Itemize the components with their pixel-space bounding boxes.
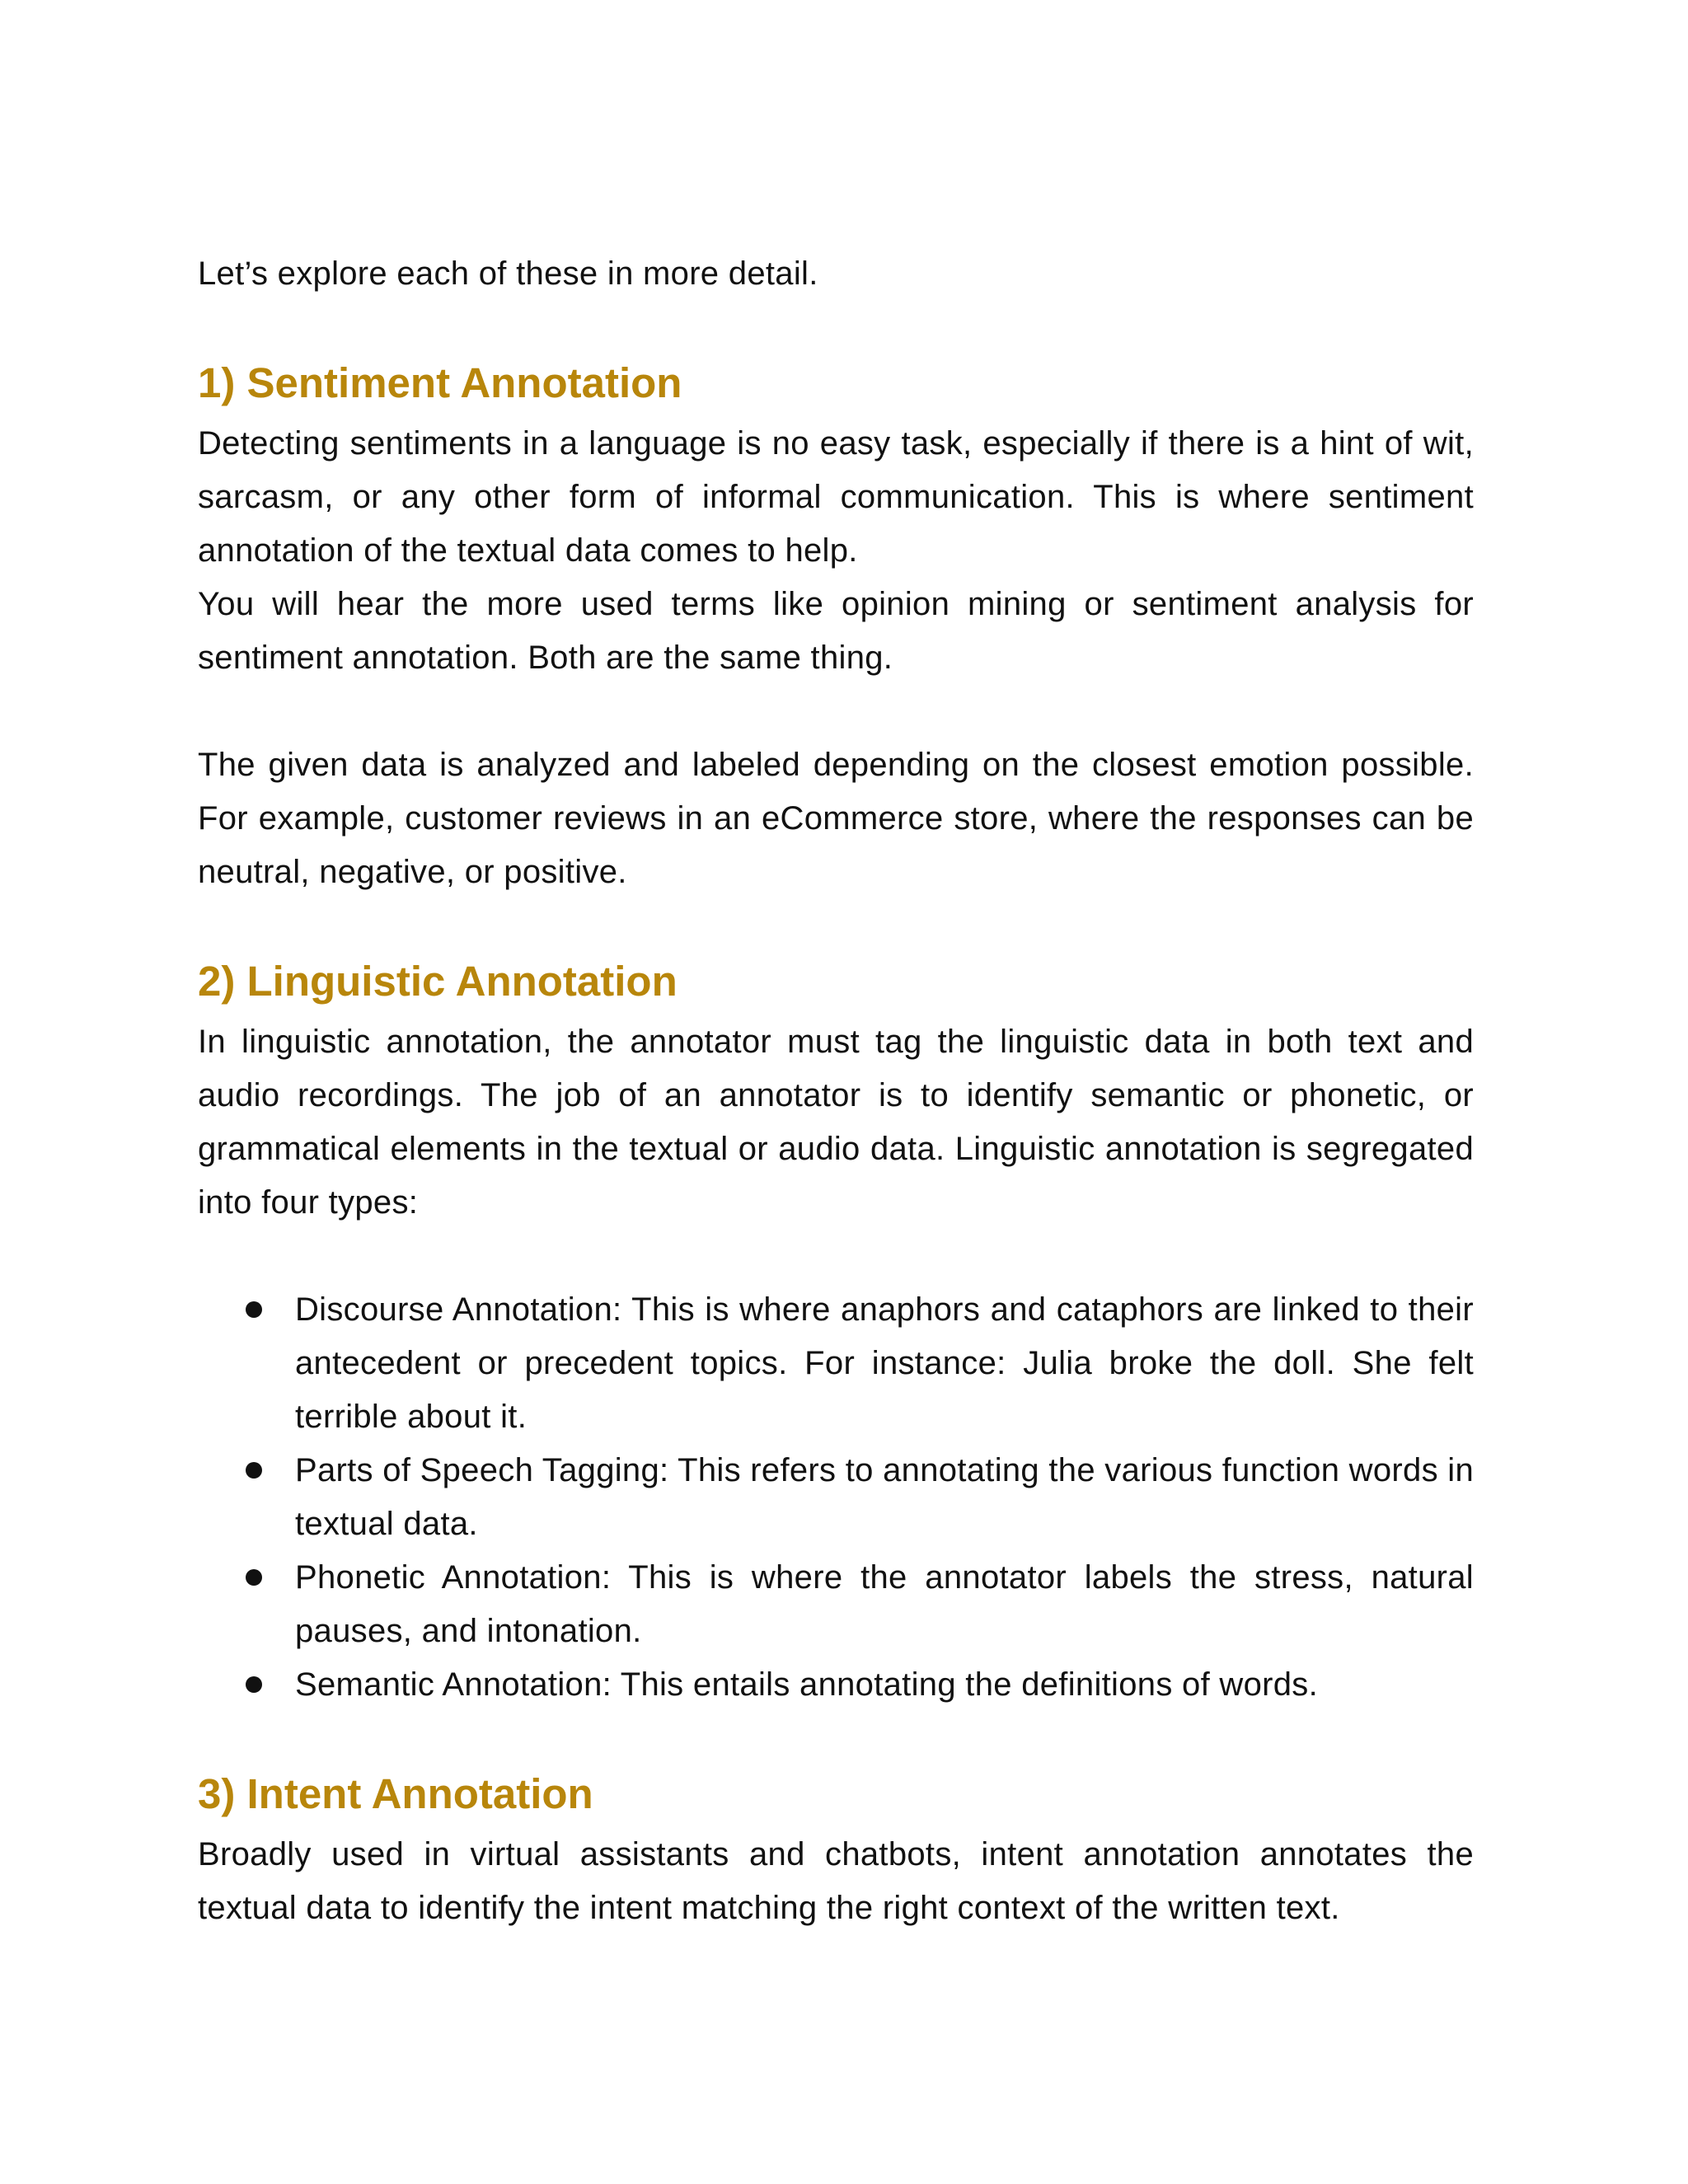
list-item-text: Phonetic Annotation: This is where the annotator labels the stress, natural pauses, and intonation. [295, 1559, 1474, 1649]
bullet-icon [246, 1462, 262, 1479]
paragraph-spacer [198, 685, 1474, 738]
paragraph: You will hear the more used terms like opinion mining or sentiment analysis for sentiment annotation. Both are the same thing. [198, 586, 1474, 676]
list-item [295, 1551, 1474, 1658]
list-item-text: Semantic Annotation: This entails annotating the definitions of words. [295, 1666, 1319, 1703]
paragraph: Broadly used in virtual assistants and chatbots, intent annotation annotates the textual data to identify the intent matching the right context of the written text. [198, 1836, 1474, 1926]
annotation-types-list [198, 1283, 1474, 1712]
list-item [295, 1283, 1474, 1444]
section-sentiment-annotation [198, 354, 1474, 899]
list-item [295, 1658, 1474, 1712]
paragraph: In linguistic annotation, the annotator must tag the linguistic data in both text and audio recordings. The job of an annotator is to identify semantic or phonetic, or grammatical elements in the textual or audio data. Linguistic annotation is segregated into four types: [198, 1024, 1474, 1221]
section-heading: 1) Sentiment Annotation [198, 359, 682, 406]
section-linguistic-annotation [198, 953, 1474, 1712]
bullet-icon [246, 1301, 262, 1318]
list-item-text: Discourse Annotation: This is where anaphors and cataphors are linked to their antecedent or precedent topics. For instance: Julia broke the doll. She felt terrible about it. [295, 1291, 1474, 1435]
list-item [295, 1444, 1474, 1551]
section-intent-annotation [198, 1765, 1474, 1935]
section-spacer [198, 1712, 1474, 1765]
paragraph: Detecting sentiments in a language is no easy task, especially if there is a hint of wit, sarcasm, or any other form of informal communication. This is where sentiment annotation of the textual data comes to help. [198, 425, 1474, 569]
bullet-icon [246, 1676, 262, 1693]
section-heading: 2) Linguistic Annotation [198, 958, 678, 1005]
paragraph: The given data is analyzed and labeled depending on the closest emotion possible. For example, customer reviews in an eCommerce store, where the responses can be neutral, negative, or positive. [198, 747, 1474, 890]
section-heading: 3) Intent Annotation [198, 1770, 593, 1817]
document-page [198, 247, 1474, 1935]
intro-text: Let’s explore each of these in more detail. [198, 255, 818, 292]
section-spacer [198, 899, 1474, 953]
list-item-text: Parts of Speech Tagging: This refers to annotating the various function words in textual data. [295, 1452, 1475, 1542]
bullet-icon [246, 1569, 262, 1586]
paragraph-spacer [198, 1230, 1474, 1283]
